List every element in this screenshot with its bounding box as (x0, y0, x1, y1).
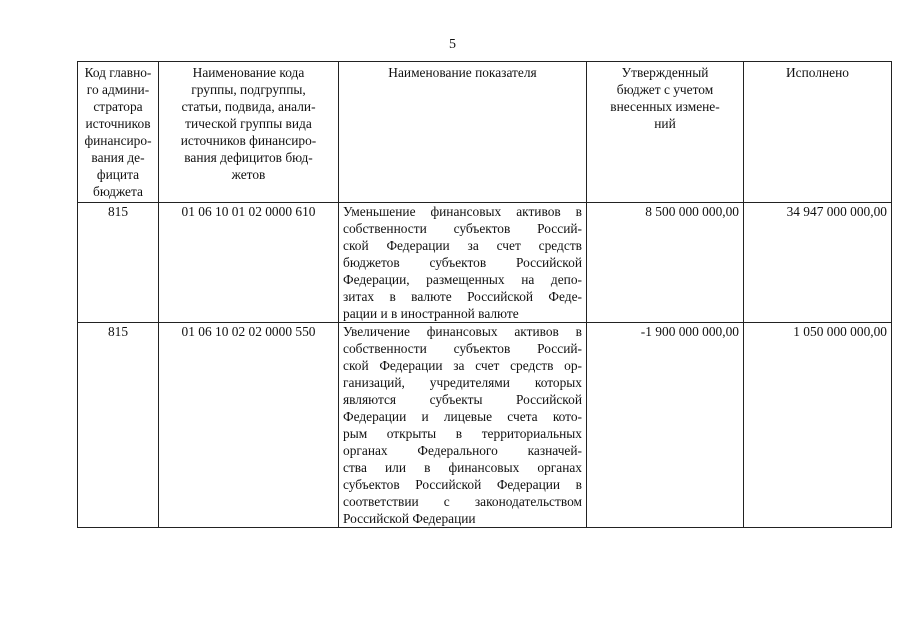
indicator-name-line: субъектов Российской Федерации в (343, 477, 582, 492)
indicator-name-line: соответствии с законодательством (343, 494, 582, 509)
header-line: внесенных измене- (610, 99, 720, 114)
indicator-name-cell (339, 323, 587, 528)
approved-budget-cell: 8 500 000 000,00 (587, 203, 744, 323)
indicator-name-line: органах Федерального казначей- (343, 443, 582, 458)
indicator-name-line: ства или в финансовых органах (343, 460, 582, 475)
indicator-name-cell (339, 203, 587, 323)
header-line: бюджета (93, 184, 143, 199)
indicator-name-line: собственности субъектов Россий- (343, 341, 582, 356)
header-approved-budget (587, 62, 744, 203)
indicator-name-line: Уменьшение финансовых активов в (343, 204, 582, 219)
header-line: вания де- (91, 150, 145, 165)
header-group-code-name (159, 62, 339, 203)
executed-cell: 34 947 000 000,00 (744, 203, 892, 323)
budget-sources-table (77, 61, 892, 528)
header-line: Утвержденный (621, 65, 709, 80)
header-line: источников финансиро- (180, 133, 317, 148)
indicator-name-line: ганизаций, учредителями которых (343, 375, 582, 390)
admin-code-cell: 815 (78, 203, 159, 323)
header-line: Исполнено (786, 65, 849, 80)
indicator-name-line: бюджетов субъектов Российской (343, 255, 582, 270)
page-number: 5 (449, 37, 456, 52)
header-line: го админи- (86, 82, 150, 97)
indicator-name-line: рым открыты в территориальных (343, 426, 582, 441)
approved-budget-cell: -1 900 000 000,00 (587, 323, 744, 528)
header-line: источников (85, 116, 151, 131)
header-line: Код главно- (84, 65, 152, 80)
indicator-name-line: рации и в иностранной валюте (343, 306, 519, 321)
header-line: финансиро- (84, 133, 152, 148)
indicator-name-line: ской Федерации за счет средств (343, 238, 582, 253)
table-row (78, 323, 892, 528)
header-line: фицита (96, 167, 140, 182)
header-line: бюджет с учетом (616, 82, 714, 97)
header-line: тической группы вида (185, 116, 312, 131)
indicator-name-line: являются субъекты Российской (343, 392, 582, 407)
indicator-name-line: зитах в валюте Российской Феде- (343, 289, 582, 304)
executed-cell: 1 050 000 000,00 (744, 323, 892, 528)
header-line: Наименование показателя (388, 65, 537, 80)
header-line: группы, подгруппы, (191, 82, 306, 97)
indicator-name-line: Увеличение финансовых активов в (343, 324, 582, 339)
header-admin-code (78, 62, 159, 203)
indicator-name-line: ской Федерации за счет средств ор- (343, 358, 582, 373)
header-line: жетов (231, 167, 266, 182)
table-header-row (78, 62, 892, 203)
admin-code-cell: 815 (78, 323, 159, 528)
classification-code-cell: 01 06 10 01 02 0000 610 (159, 203, 339, 323)
indicator-name-line: Российской Федерации (343, 511, 476, 526)
header-line: статьи, подвида, анали- (181, 99, 316, 114)
header-line: ний (654, 116, 676, 131)
header-indicator-name (339, 62, 587, 203)
header-executed (744, 62, 892, 203)
indicator-name-line: Федерации, размещенных на депо- (343, 272, 582, 287)
classification-code-cell: 01 06 10 02 02 0000 550 (159, 323, 339, 528)
header-line: стратора (93, 99, 143, 114)
header-line: вания дефицитов бюд- (184, 150, 313, 165)
table-row (78, 203, 892, 323)
header-line: Наименование кода (192, 65, 305, 80)
indicator-name-line: собственности субъектов Россий- (343, 221, 582, 236)
indicator-name-line: Федерации и лицевые счета кото- (343, 409, 582, 424)
